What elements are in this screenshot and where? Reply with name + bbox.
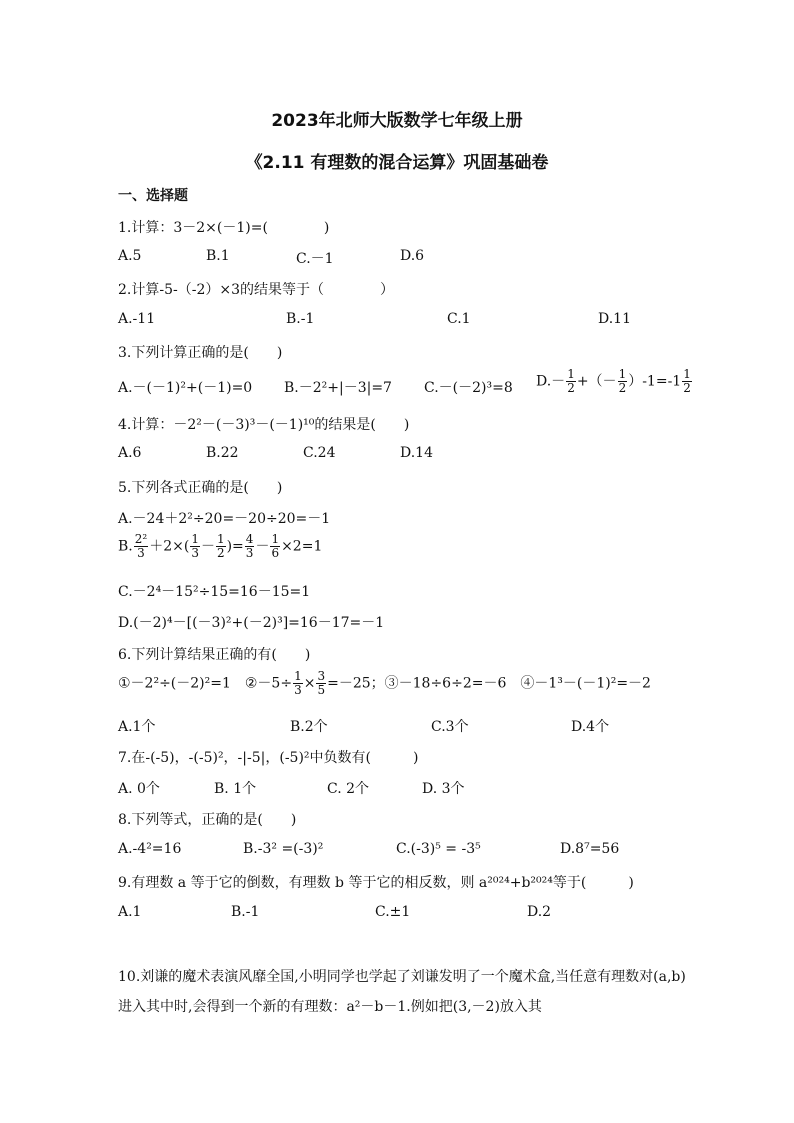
- fraction: $\frac{3}{5}$: [317, 669, 326, 697]
- question-1-option-a: A.5: [118, 248, 142, 264]
- question-1-stem: 1.计算：3－2×(－1)=( ): [118, 220, 330, 236]
- question-2-stem: 2.计算-5-（-2）×3的结果等于（ ）: [118, 282, 395, 298]
- question-4-option-b: B.22: [206, 445, 239, 461]
- question-5-option-d: D.(－2)⁴－[(－3)²+(－2)³]=16－17=－1: [118, 615, 385, 631]
- section-heading: 一、选择题: [118, 188, 188, 204]
- fraction: $\frac{\text{2²}}{3}$: [134, 532, 148, 560]
- question-4-option-d: D.14: [400, 445, 433, 461]
- question-8-option-d: D.8⁷=56: [560, 841, 620, 857]
- question-1-option-b: B.1: [206, 248, 230, 264]
- question-9-option-c: C.±1: [375, 904, 411, 920]
- fraction: $\frac{1}{2}$: [567, 367, 575, 395]
- question-2-option-a: A.-11: [118, 311, 156, 327]
- document-title: 2023年北师大版数学七年级上册: [271, 111, 523, 131]
- question-9-option-a: A.1: [118, 904, 142, 920]
- question-5-option-a: A.－24＋2²÷20=－20÷20=－1: [118, 511, 331, 527]
- question-7-option-b: B. 1个: [214, 781, 257, 797]
- question-3-option-d: D.－ $\frac{1}{2}$ +（－ $\frac{1}{2}$ ）-1=-1 $\frac{1}{2}$: [536, 367, 691, 395]
- question-1-option-d: D.6: [400, 248, 425, 264]
- document-subtitle: 《2.11 有理数的混合运算》巩固基础卷: [245, 153, 549, 173]
- question-6-stem: 6.下列计算结果正确的有( ): [118, 647, 311, 663]
- question-7-option-d: D. 3个: [422, 781, 465, 797]
- fraction: $\frac{1}{3}$: [294, 669, 302, 697]
- fraction: $\frac{1}{2}$: [216, 532, 225, 560]
- question-7-option-a: A. 0个: [118, 781, 160, 797]
- fraction: $\frac{1}{2}$: [683, 367, 691, 395]
- question-8-option-c: C.(-3)⁵ = -3⁵: [396, 841, 481, 857]
- question-3-option-c: C.－(－2)³=8: [424, 380, 513, 396]
- question-2-option-b: B.-1: [286, 311, 315, 327]
- question-6-statements: ①－2²÷(－2)²=1 ②－5÷ $\frac{1}{3}$ × $\frac{3}{5}$ =－25；③－18÷6÷2=－6 ④－1³－(－1)²=－2: [118, 669, 651, 697]
- question-7-stem: 7.在-(-5)，-(-5)²，-|-5|，(-5)²中负数有( ): [118, 750, 419, 766]
- question-5-stem: 5.下列各式正确的是( ): [118, 480, 283, 496]
- question-3-stem: 3.下列计算正确的是( ): [118, 345, 283, 361]
- question-4-option-c: C.24: [303, 445, 336, 461]
- question-2-option-c: C.1: [447, 311, 471, 327]
- question-8-option-a: A.-4²=16: [118, 841, 182, 857]
- question-6-option-b: B.2个: [290, 719, 328, 735]
- question-9-option-b: B.-1: [231, 904, 260, 920]
- question-6-option-c: C.3个: [431, 719, 469, 735]
- question-9-stem: 9.有理数 a 等于它的倒数，有理数 b 等于它的相反数，则 a²⁰²⁴+b²⁰²⁴等于( ): [118, 875, 634, 891]
- question-6-option-a: A.1个: [118, 719, 156, 735]
- question-4-stem: 4.计算：－2²－(－3)³－(－1)¹⁰的结果是( ): [118, 417, 410, 433]
- fraction: $\frac{4}{3}$: [245, 532, 254, 560]
- question-4-option-a: A.6: [118, 445, 142, 461]
- fraction: $\frac{1}{6}$: [271, 532, 280, 560]
- question-10-text: 10.刘谦的魔术表演风靡全国,小明同学也学起了刘谦发明了一个魔术盒,当任意有理数对(a,b)进入其中时,会得到一个新的有理数：a²－b－1.例如把(3,－2)放入其: [118, 969, 686, 1015]
- question-5-option-b: B. $\frac{\text{2²}}{3}$ ＋2×( $\frac{1}{3}$ － $\frac{1}{2}$ )= $\frac{4}{3}$ － $\frac{1}{6}$ ×2=1: [118, 532, 323, 560]
- question-1-option-c: C.－1: [296, 251, 334, 267]
- question-3-option-b: B.－2²+|－3|=7: [284, 380, 392, 396]
- question-6-option-d: D.4个: [571, 719, 610, 735]
- fraction: $\frac{1}{3}$: [191, 532, 199, 560]
- question-8-option-b: B.-3² =(-3)²: [243, 841, 324, 857]
- question-5-option-c: C.－2⁴－15²÷15=16－15=1: [118, 584, 311, 600]
- question-3-d-prefix: D.－: [536, 373, 566, 390]
- question-7-option-c: C. 2个: [327, 781, 370, 797]
- question-3-option-a: A.－(－1)²+(－1)=0: [118, 380, 253, 396]
- question-8-stem: 8.下列等式，正确的是( ): [118, 812, 297, 828]
- question-2-option-d: D.11: [598, 311, 631, 327]
- question-9-option-d: D.2: [527, 904, 552, 920]
- fraction: $\frac{1}{2}$: [618, 367, 627, 395]
